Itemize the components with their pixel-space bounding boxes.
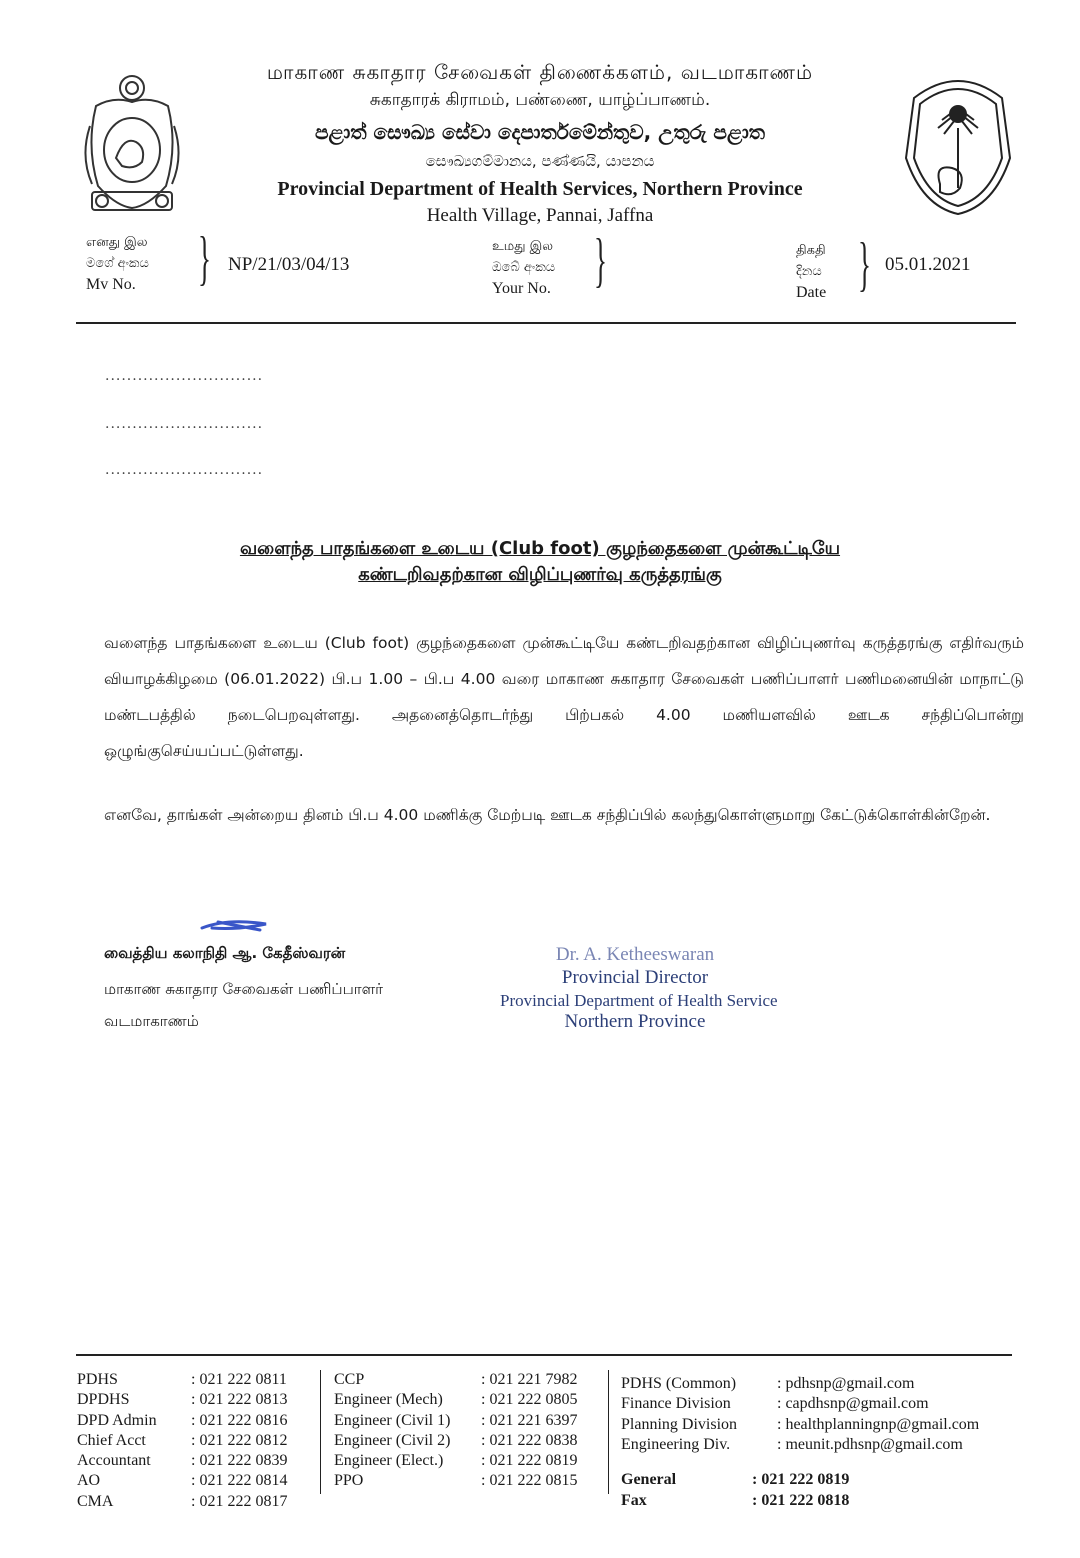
header-divider (76, 322, 1016, 324)
header-sinhala-address: සෞඛ්‍යගම්මානය, පණ්ණයි, යාපනය (425, 152, 655, 170)
footer-phone: : 021 222 0819 (481, 1452, 578, 1470)
footer-fax-value: : 021 222 0818 (752, 1492, 850, 1509)
footer-col3-labels (621, 1374, 737, 1455)
footer-label: Engineer (Civil 1) (334, 1411, 451, 1429)
footer-divider (76, 1354, 1012, 1356)
body-paragraph-1: வளைந்த பாதங்களை உடைய (Club foot) குழந்தைகளை முன்கூட்டியே கண்டறிவதற்கான விழிப்புணர்வு கருத்தரங்கு எதிர்வரும் வியாழக்கிழமை (06.01.2022) பி.ப 1.00 – பி.ப 4.00 வரை மாகாண சுகாதார சேவைகள் பணிப்பாளர் பணிமனையின் மாநாட்டு மண்டபத்தில் நடைபெறவுள்ளது. அதனைத்தொடர்ந்து பிற்பகல் 4.00 மணியளவில் ஊடக சந்திப்பொன்று ஒழுங்குசெய்யப்பட்டுள்ளது. (104, 634, 1024, 760)
date-labels: திகதி දිනය Date (796, 243, 827, 301)
footer-fax-label: Fax (621, 1492, 647, 1509)
footer-phone: : 021 222 0805 (481, 1391, 578, 1409)
subject-line-2: கண்டறிவதற்கான விழிப்புணர்வு கருத்தரங்கு (358, 564, 722, 585)
brace-decoration: } (594, 227, 607, 293)
footer-phone: : 021 222 0814 (191, 1472, 288, 1490)
footer-col2-values (481, 1370, 577, 1492)
my-number-labels: எனது இல මගේ අංකය Mv No. (86, 235, 149, 293)
footer-phone: : 021 222 0838 (481, 1431, 578, 1449)
seal-name: Dr. A. Ketheeswaran (555, 944, 715, 965)
address-line-2: ............................. (105, 416, 264, 432)
body-paragraph-2: எனவே, தாங்கள் அன்றைய தினம் பி.ப 4.00 மணிக்கு மேற்படி ஊடக சந்திப்பில் கலந்துகொள்ளுமாறு கேட்டுக்கொள்கின்றேன். (104, 806, 991, 824)
address-line-1: ............................. (105, 368, 264, 384)
provincial-emblem-icon (894, 68, 1022, 218)
subject-line-1: வளைந்த பாதங்களை உடைய (Club foot) குழந்தைகளை முன்கூட்டியே (239, 538, 841, 559)
footer-label: Finance Division (621, 1395, 731, 1413)
footer-label: Engineer (Elect.) (334, 1452, 444, 1470)
seal-department: Provincial Department of Health Service (500, 991, 778, 1010)
footer-col3-values (777, 1374, 979, 1455)
footer-email: : capdhsnp@gmail.com (777, 1395, 929, 1413)
footer-separator (320, 1370, 321, 1494)
footer-phone: : 021 222 0817 (191, 1492, 288, 1510)
footer-phone: : 021 222 0815 (481, 1472, 578, 1490)
your-number-labels: உமது இல ඔබේ අංකය Your No. (492, 239, 556, 297)
footer-general-label: General (621, 1471, 677, 1488)
footer-label: Chief Acct (77, 1431, 146, 1449)
address-line-3: ............................. (105, 462, 264, 478)
signatory-region-tamil: வடமாகாணம் (104, 1012, 199, 1030)
footer-separator (608, 1370, 609, 1494)
footer-email: : pdhsnp@gmail.com (777, 1375, 915, 1392)
footer-col1-values (191, 1370, 287, 1512)
footer-label: CMA (77, 1492, 114, 1510)
footer-label: Engineer (Civil 2) (334, 1431, 451, 1449)
seal-region: Northern Province (564, 1011, 706, 1032)
signatory-title-tamil: மாகாண சுகாதார சேவைகள் பணிப்பாளர் (104, 980, 383, 998)
seal-title: Provincial Director (561, 967, 709, 988)
footer-label: PPO (334, 1472, 364, 1490)
footer-col2-labels (334, 1370, 450, 1492)
header-tamil-department: மாகாண சுகாதார சேவைகள் திணைக்களம், வடமாகாணம் (266, 60, 814, 84)
footer-general-value: : 021 222 0819 (752, 1471, 850, 1488)
brace-decoration: } (198, 225, 211, 291)
footer-label: Engineer (Mech) (334, 1391, 443, 1409)
my-number-value: NP/21/03/04/13 (228, 254, 350, 275)
footer-phone: : 021 221 6397 (481, 1411, 578, 1429)
brace-decoration: } (858, 231, 871, 297)
signature-mark-icon (198, 916, 272, 936)
footer-label: Planning Division (621, 1415, 738, 1433)
footer-label: PDHS (77, 1371, 118, 1388)
footer-phone: : 021 222 0811 (191, 1371, 287, 1388)
header-tamil-address: சுகாதாரக் கிராமம், பண்ணை, யாழ்ப்பாணம். (369, 90, 711, 110)
footer-email: : healthplanningnp@gmail.com (777, 1415, 980, 1433)
footer-label: Accountant (77, 1452, 151, 1470)
header-english-department: Provincial Department of Health Services, Northern Province (277, 178, 803, 200)
footer-email: : meunit.pdhsnp@gmail.com (777, 1435, 963, 1453)
footer-phone: : 021 222 0812 (191, 1431, 288, 1449)
header-english-address: Health Village, Pannai, Jaffna (426, 205, 654, 226)
footer-label: DPDHS (77, 1391, 130, 1409)
footer-phone: : 021 222 0816 (191, 1411, 288, 1429)
footer-label: AO (77, 1472, 101, 1490)
footer-phone: : 021 222 0839 (191, 1452, 288, 1470)
date-value: 05.01.2021 (885, 254, 971, 275)
footer-col1-labels (77, 1370, 157, 1512)
footer-label: CCP (334, 1371, 365, 1388)
footer-label: Engineering Div. (621, 1435, 731, 1453)
footer-phone: : 021 222 0813 (191, 1391, 288, 1409)
footer-label: DPD Admin (77, 1411, 157, 1429)
footer-label: PDHS (Common) (621, 1375, 737, 1392)
header-sinhala-department: පළාත් සෞඛ්‍ය සේවා දෙපාර්තමේන්තුව, උතුරු පළාත (314, 120, 766, 144)
footer-phone: : 021 221 7982 (481, 1371, 578, 1388)
signatory-name-tamil: வைத்திய கலாநிதி ஆ. கேதீஸ்வரன் (104, 944, 346, 962)
